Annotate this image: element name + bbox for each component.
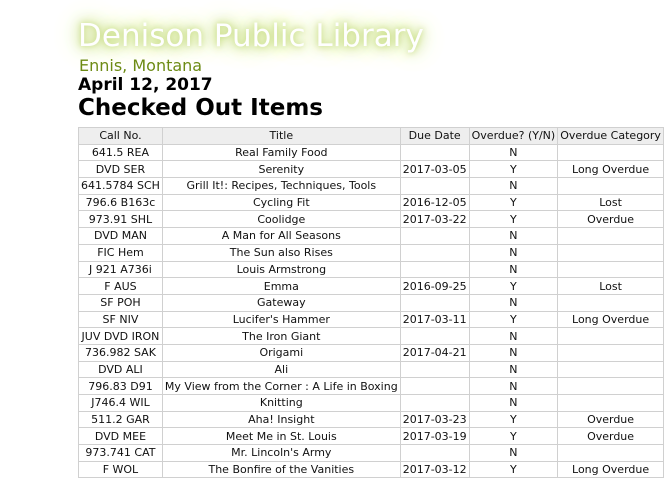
cell-due-date: 2017-03-23 — [400, 411, 469, 428]
cell-overdue: N — [469, 445, 558, 462]
cell-title: Ali — [162, 361, 400, 378]
cell-due-date: 2017-03-22 — [400, 211, 469, 228]
cell-overdue: N — [469, 261, 558, 278]
table-row — [79, 178, 664, 195]
table-row — [79, 161, 664, 178]
cell-due-date — [400, 294, 469, 311]
report-date: April 12, 2017 — [78, 75, 213, 95]
cell-title: The Iron Giant — [162, 328, 400, 345]
cell-call-no: 796.83 D91 — [79, 378, 163, 395]
cell-overdue-category — [558, 144, 664, 161]
cell-call-no: 511.2 GAR — [79, 411, 163, 428]
cell-title: Grill It!: Recipes, Techniques, Tools — [162, 178, 400, 195]
cell-call-no: J746.4 WIL — [79, 395, 163, 412]
cell-overdue-category — [558, 344, 664, 361]
checked-out-items-table — [78, 127, 664, 478]
cell-overdue: Y — [469, 161, 558, 178]
cell-call-no: 796.6 B163c — [79, 194, 163, 211]
cell-due-date — [400, 244, 469, 261]
table-row — [79, 445, 664, 462]
cell-overdue-category: Long Overdue — [558, 161, 664, 178]
cell-call-no: F WOL — [79, 461, 163, 478]
cell-due-date: 2017-03-05 — [400, 161, 469, 178]
cell-overdue-category — [558, 361, 664, 378]
cell-overdue-category: Overdue — [558, 428, 664, 445]
column-header-call-no: Call No. — [79, 128, 163, 145]
cell-call-no: 641.5784 SCH — [79, 178, 163, 195]
cell-overdue-category: Lost — [558, 194, 664, 211]
cell-due-date — [400, 178, 469, 195]
cell-title: Aha! Insight — [162, 411, 400, 428]
cell-overdue: Y — [469, 278, 558, 295]
table-row — [79, 344, 664, 361]
cell-overdue-category: Overdue — [558, 411, 664, 428]
table-row — [79, 278, 664, 295]
cell-due-date: 2017-03-11 — [400, 311, 469, 328]
cell-due-date — [400, 228, 469, 245]
library-name: Denison Public Library — [78, 18, 424, 54]
cell-overdue: N — [469, 144, 558, 161]
cell-call-no: 973.741 CAT — [79, 445, 163, 462]
cell-due-date: 2017-04-21 — [400, 344, 469, 361]
cell-call-no: DVD MEE — [79, 428, 163, 445]
cell-title: Meet Me in St. Louis — [162, 428, 400, 445]
cell-title: Emma — [162, 278, 400, 295]
cell-call-no: FIC Hem — [79, 244, 163, 261]
cell-call-no: J 921 A736i — [79, 261, 163, 278]
cell-overdue: N — [469, 294, 558, 311]
cell-call-no: DVD ALI — [79, 361, 163, 378]
cell-title: Origami — [162, 344, 400, 361]
table-row — [79, 461, 664, 478]
cell-title: Coolidge — [162, 211, 400, 228]
cell-title: The Sun also Rises — [162, 244, 400, 261]
library-location: Ennis, Montana — [79, 56, 203, 75]
table-row — [79, 311, 664, 328]
cell-overdue-category — [558, 244, 664, 261]
cell-title: Gateway — [162, 294, 400, 311]
cell-call-no: DVD MAN — [79, 228, 163, 245]
table-row — [79, 378, 664, 395]
cell-overdue: Y — [469, 211, 558, 228]
cell-overdue: Y — [469, 194, 558, 211]
cell-due-date: 2016-12-05 — [400, 194, 469, 211]
cell-overdue-category: Overdue — [558, 211, 664, 228]
table-row — [79, 144, 664, 161]
cell-call-no: SF NIV — [79, 311, 163, 328]
cell-title: The Bonfire of the Vanities — [162, 461, 400, 478]
cell-overdue-category — [558, 328, 664, 345]
table-row — [79, 294, 664, 311]
cell-overdue: N — [469, 344, 558, 361]
cell-due-date — [400, 378, 469, 395]
table-row — [79, 261, 664, 278]
cell-due-date — [400, 445, 469, 462]
cell-overdue: Y — [469, 428, 558, 445]
cell-call-no: 641.5 REA — [79, 144, 163, 161]
table-row — [79, 411, 664, 428]
table-row — [79, 228, 664, 245]
cell-title: Louis Armstrong — [162, 261, 400, 278]
cell-overdue-category: Lost — [558, 278, 664, 295]
cell-due-date: 2017-03-12 — [400, 461, 469, 478]
page-title: Checked Out Items — [78, 95, 323, 121]
cell-call-no: DVD SER — [79, 161, 163, 178]
table-row — [79, 328, 664, 345]
table-row — [79, 428, 664, 445]
cell-title: Mr. Lincoln's Army — [162, 445, 400, 462]
cell-overdue-category — [558, 395, 664, 412]
cell-overdue: Y — [469, 411, 558, 428]
cell-overdue-category — [558, 378, 664, 395]
column-header-overdue: Overdue? (Y/N) — [469, 128, 558, 145]
table-row — [79, 361, 664, 378]
column-header-overdue-category: Overdue Category — [558, 128, 664, 145]
cell-overdue-category — [558, 294, 664, 311]
cell-overdue: N — [469, 395, 558, 412]
cell-title: My View from the Corner : A Life in Boxing — [162, 378, 400, 395]
column-header-title: Title — [162, 128, 400, 145]
cell-due-date: 2017-03-19 — [400, 428, 469, 445]
cell-overdue-category: Long Overdue — [558, 461, 664, 478]
cell-title: Serenity — [162, 161, 400, 178]
cell-call-no: F AUS — [79, 278, 163, 295]
table-body — [79, 144, 664, 478]
cell-call-no: SF POH — [79, 294, 163, 311]
table-row — [79, 211, 664, 228]
cell-overdue: N — [469, 328, 558, 345]
cell-title: Knitting — [162, 395, 400, 412]
cell-overdue: Y — [469, 461, 558, 478]
cell-overdue-category — [558, 261, 664, 278]
cell-overdue: Y — [469, 311, 558, 328]
cell-title: Cycling Fit — [162, 194, 400, 211]
cell-overdue: N — [469, 378, 558, 395]
table-header-row — [79, 128, 664, 145]
cell-title: Real Family Food — [162, 144, 400, 161]
cell-due-date — [400, 261, 469, 278]
cell-title: A Man for All Seasons — [162, 228, 400, 245]
cell-due-date: 2016-09-25 — [400, 278, 469, 295]
cell-call-no: 973.91 SHL — [79, 211, 163, 228]
column-header-due-date: Due Date — [400, 128, 469, 145]
cell-call-no: 736.982 SAK — [79, 344, 163, 361]
cell-overdue-category: Long Overdue — [558, 311, 664, 328]
cell-overdue: N — [469, 178, 558, 195]
cell-due-date — [400, 361, 469, 378]
cell-due-date — [400, 395, 469, 412]
cell-call-no: JUV DVD IRON — [79, 328, 163, 345]
cell-overdue: N — [469, 244, 558, 261]
table-row — [79, 395, 664, 412]
cell-overdue-category — [558, 178, 664, 195]
cell-overdue-category — [558, 228, 664, 245]
cell-overdue: N — [469, 228, 558, 245]
cell-due-date — [400, 328, 469, 345]
cell-overdue-category — [558, 445, 664, 462]
table-row — [79, 194, 664, 211]
table-row — [79, 244, 664, 261]
cell-due-date — [400, 144, 469, 161]
cell-title: Lucifer's Hammer — [162, 311, 400, 328]
cell-overdue: N — [469, 361, 558, 378]
